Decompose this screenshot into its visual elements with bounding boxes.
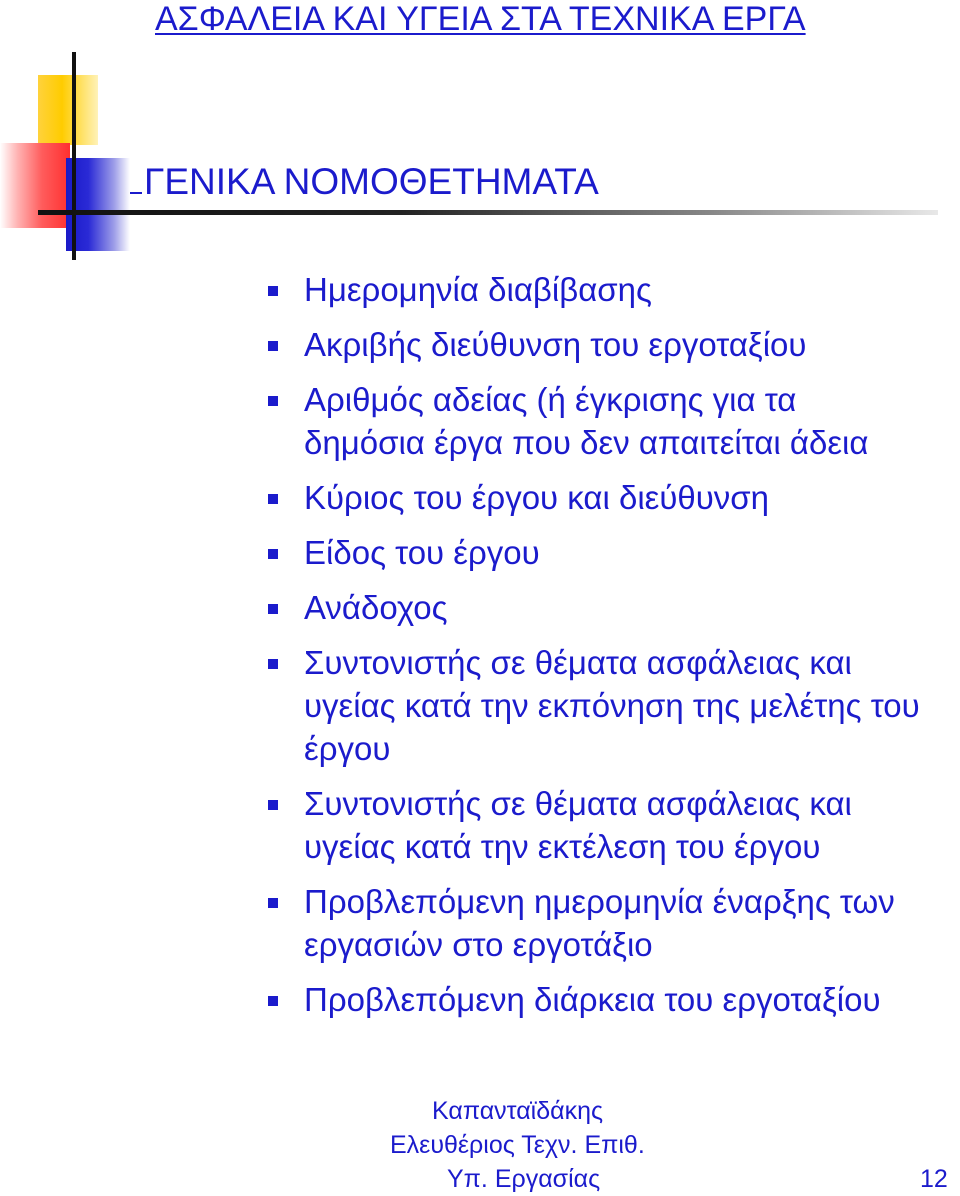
footer-role: Ελευθέριος Τεχν. Επιθ. <box>390 1131 645 1159</box>
list-item-text: Κύριος του έργου και διεύθυνση <box>304 479 770 516</box>
slide-footer <box>380 1094 948 1196</box>
list-item-text: Προβλεπόμενη ημερομηνία έναρξης των εργασιών στο εργοτάξιο <box>304 883 895 963</box>
square-bullet-icon <box>268 604 278 614</box>
list-item <box>268 323 958 366</box>
ornament-vertical-line <box>72 52 76 260</box>
list-item-text: Είδος του έργου <box>304 534 540 571</box>
page-number: 12 <box>920 1165 948 1193</box>
square-bullet-icon <box>268 286 278 296</box>
list-item-text: Συντονιστής σε θέματα ασφάλειας και υγείας κατά την εκπόνηση της μελέτης του έργου <box>304 644 920 767</box>
list-item-text: Αριθμός αδείας (ή έγκρισης για τα δημόσια έργα που δεν απαιτείται άδεια <box>304 381 869 461</box>
square-bullet-icon <box>268 341 278 351</box>
list-item-text: Προβλεπόμενη διάρκεια του εργοταξίου <box>304 981 881 1018</box>
footer-organization: Υπ. Εργασίας <box>447 1165 601 1193</box>
document-title: ΑΣΦΑΛΕΙΑ ΚΑΙ ΥΓΕΙΑ ΣΤΑ ΤΕΧΝΙΚΑ ΕΡΓΑ <box>155 0 806 38</box>
list-item <box>268 782 958 868</box>
list-item <box>268 531 958 574</box>
list-item-text: Ημερομηνία διαβίβασης <box>304 271 652 308</box>
slide-heading <box>130 156 599 203</box>
list-item <box>268 586 958 629</box>
list-item <box>268 378 960 464</box>
square-bullet-icon <box>268 549 278 559</box>
square-bullet-icon <box>268 396 278 406</box>
list-item <box>268 978 958 1021</box>
square-bullet-icon <box>268 494 278 504</box>
list-item <box>268 880 958 966</box>
list-item <box>268 476 958 519</box>
list-item-text: Ακριβής διεύθυνση του εργοταξίου <box>304 326 807 363</box>
ornament-red-square <box>0 143 70 228</box>
list-item-text: Συντονιστής σε θέματα ασφάλειας και υγείας κατά την εκτέλεση του έργου <box>304 785 852 865</box>
list-item <box>268 268 958 311</box>
square-bullet-icon <box>268 800 278 810</box>
square-bullet-icon <box>268 898 278 908</box>
ornament-horizontal-line <box>38 210 938 215</box>
ornament-yellow-square <box>38 75 98 145</box>
bullet-list <box>268 268 958 1033</box>
slide-heading-text: ΓΕΝΙΚΑ ΝΟΜΟΘΕΤΗΜΑΤΑ <box>144 161 599 202</box>
footer-author: Καπανταϊδάκης <box>432 1097 604 1125</box>
heading-underscore <box>130 156 142 194</box>
list-item-text: Ανάδοχος <box>304 589 448 626</box>
square-bullet-icon <box>268 659 278 669</box>
list-item <box>268 641 958 770</box>
square-bullet-icon <box>268 996 278 1006</box>
